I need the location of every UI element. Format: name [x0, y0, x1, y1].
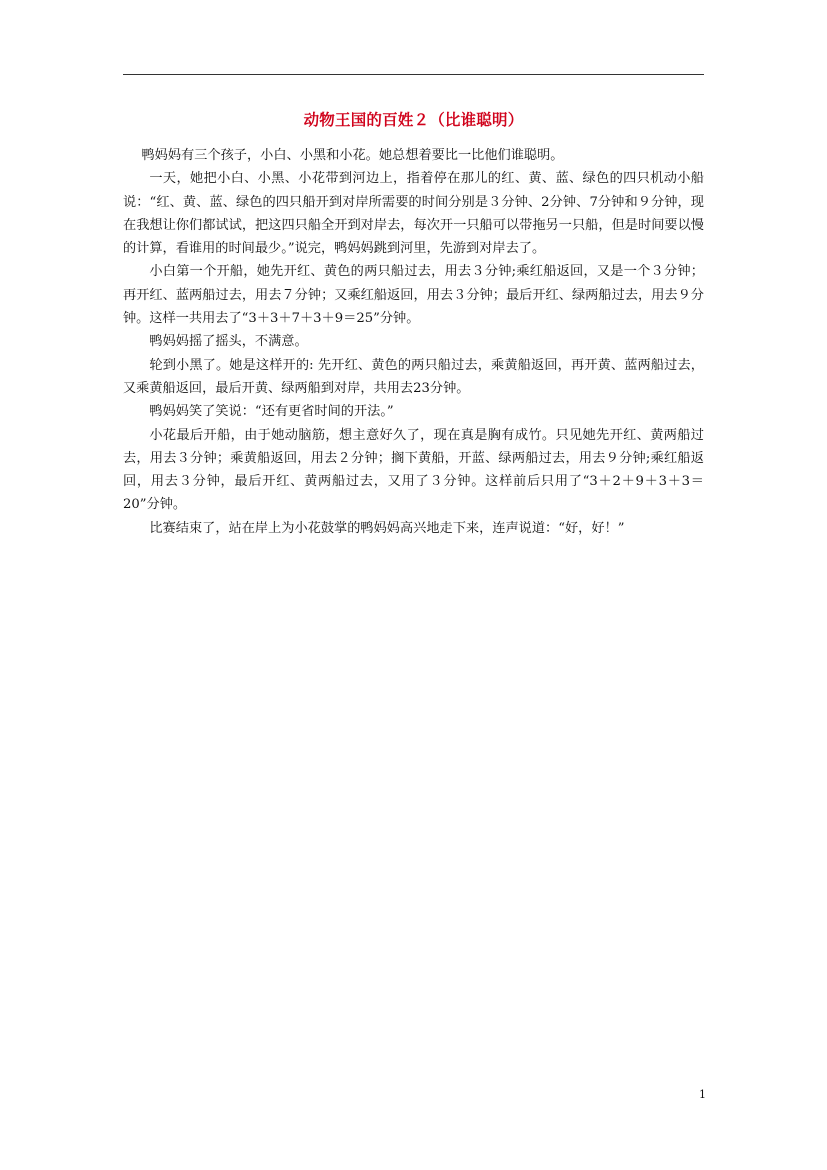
- paragraph-7: 小花最后开船，由于她动脑筋，想主意好久了，现在真是胸有成竹。只见她先开红、黄两船过去，用去３分钟；乘黄船返回，用去２分钟；搁下黄船，开蓝、绿两船过去，用去９分钟;乘红船返回，用去３分钟，最后开红、黄两船过去，又用了３分钟。这样前后只用了“3＋2＋9＋3＋3＝20”分钟。: [123, 427, 704, 513]
- paragraph-8: 比赛结束了，站在岸上为小花鼓掌的鸭妈妈高兴地走下来，连声说道：“好，好！”: [149, 520, 625, 536]
- header-rule: [123, 74, 704, 75]
- page-title: 动物王国的百姓２（比谁聪明）: [303, 110, 524, 129]
- paragraph-5: 轮到小黑了。她是这样开的: 先开红、黄色的两只船过去，乘黄船返回，再开黄、蓝两船过去，又乘黄船返回，最后开黄、绿两船到对岸，共用去23分钟。: [123, 357, 704, 396]
- paragraph-3: 小白第一个开船，她先开红、黄色的两只船过去，用去３分钟;乘红船返回，又是一个３分钟；再开红、蓝两船过去，用去７分钟；又乘红船返回，用去３分钟；最后开红、绿两船过去，用去９分钟。这样一共用去了“3＋3＋7＋3＋9＝25”分钟。: [123, 264, 704, 327]
- paragraph-4: 鸭妈妈摇了摇头，不满意。: [149, 334, 308, 350]
- paragraph-2: 一天，她把小白、小黑、小花带到河边上，指着停在那儿的红、黄、蓝、绿色的四只机动小船说：“红、黄、蓝、绿色的四只船开到对岸所需要的时间分别是３分钟、2分钟、7分钟和９分钟，现在我想让你们都试试，把这四只船全开到对岸去，每次开一只船可以带拖另一只船，但是时间要以慢的计算，看谁用的时间最少。”说完，鸭妈妈跳到河里，先游到对岸去了。: [123, 171, 704, 257]
- article-body: [123, 144, 704, 540]
- page-number: 1: [699, 1088, 706, 1101]
- paragraph-1: 鸭妈妈有三个孩子，小白、小黑和小花。她总想着要比一比他们谁聪明。: [141, 148, 564, 163]
- paragraph-6: 鸭妈妈笑了笑说：“还有更省时间的开法。”: [149, 404, 394, 420]
